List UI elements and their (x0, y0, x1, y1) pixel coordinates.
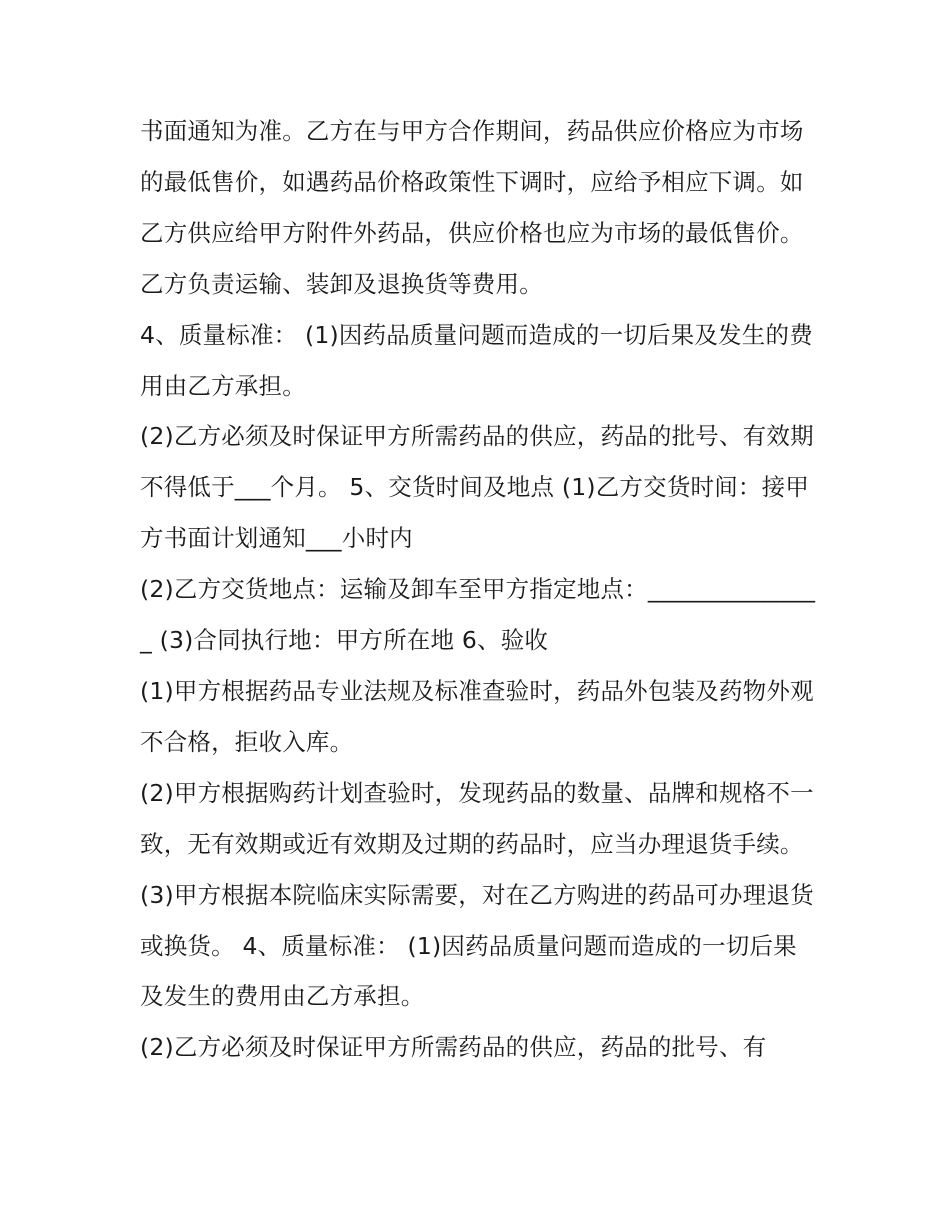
paragraph-supply-delivery-time: (2)乙方必须及时保证甲方所需药品的供应，药品的批号、有效期不得低于___个月。 5、交货时间及地点 (1)乙方交货时间：接甲方书面计划通知___小时内 (140, 422, 814, 553)
paragraph-supply-repeat: (2)乙方必须及时保证甲方所需药品的供应，药品的批号、有 (140, 1033, 767, 1062)
paragraph-inspection-1: (1)甲方根据药品专业法规及标准查验时，药品外包装及药物外观不合格，拒收入库。 (140, 676, 814, 756)
paragraph-pricing: 书面通知为准。乙方在与甲方合作期间，药品供应价格应为市场的最低售价，如遇药品价格政策性下调时，应给予相应下调。如乙方供应给甲方附件外药品，供应价格也应为市场的最低售价。乙方负责运输、装卸及退换货等费用。 (140, 117, 804, 298)
paragraph-quality-standard: 4、质量标准： (1)因药品质量问题而造成的一切后果及发生的费用由乙方承担。 (140, 320, 813, 400)
document-body (140, 106, 820, 1073)
paragraph-delivery-location: (2)乙方交货地点：运输及卸车至甲方指定地点：_______________ (3)合同执行地：甲方所在地 6、验收 (140, 575, 816, 655)
paragraph-inspection-3: (3)甲方根据本院临床实际需要，对在乙方购进的药品可办理退货或换货。 4、质量标准： (1)因药品质量问题而造成的一切后果及发生的费用由乙方承担。 (140, 880, 814, 1011)
paragraph-inspection-2: (2)甲方根据购药计划查验时，发现药品的数量、品牌和规格不一致，无有效期或近有效期及过期的药品时，应当办理退货手续。 (140, 778, 814, 858)
